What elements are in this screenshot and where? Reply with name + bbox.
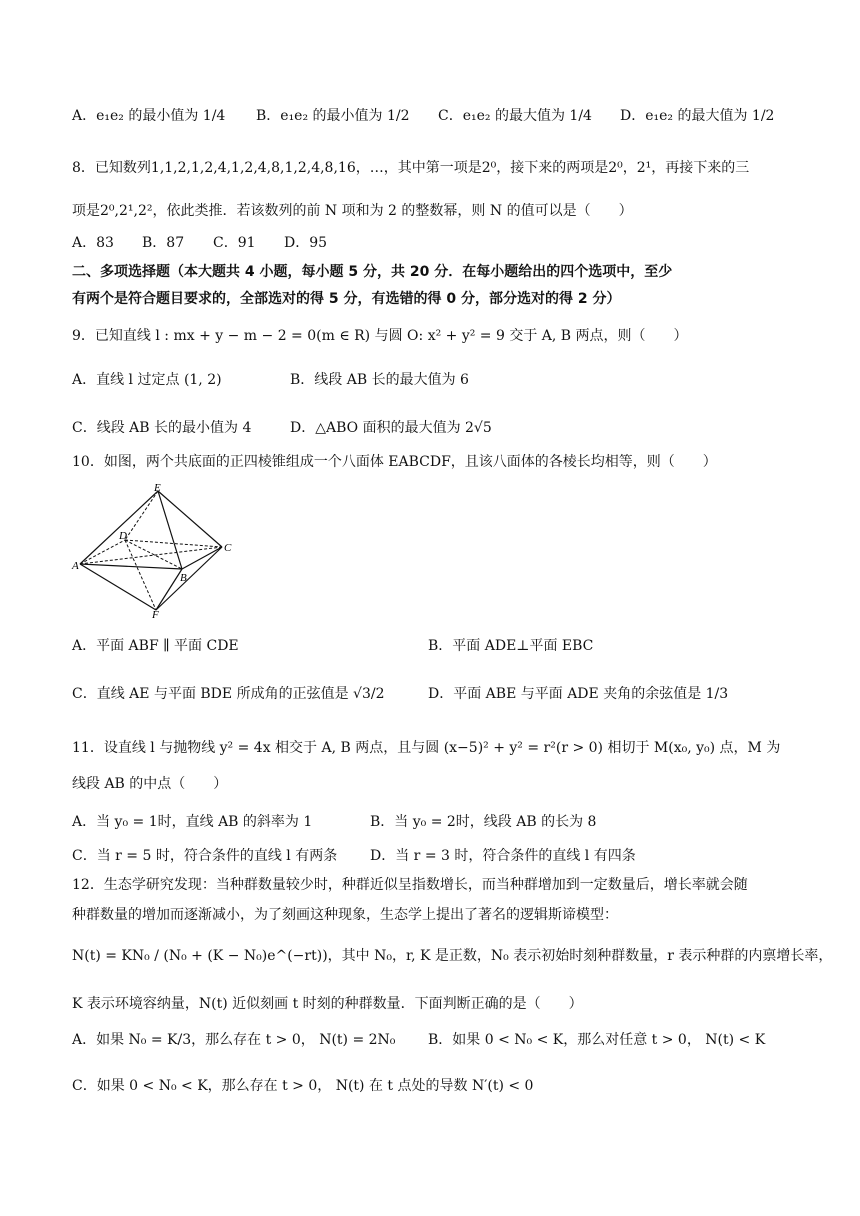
q11-stem-line1: 11．设直线 l 与抛物线 y² = 4x 相交于 A, B 两点，且与圆 (x−5)² + y² = r²(r > 0) 相切于 M(x₀, y₀) 点，M 为	[72, 740, 781, 756]
q10-option-d: D．平面 ABE 与平面 ADE 夹角的余弦值是 1/3	[428, 686, 729, 702]
q11-stem-line2: 线段 AB 的中点（ ）	[72, 776, 228, 792]
q8-option-c: C．91	[213, 235, 256, 251]
q11-option-b: B．当 y₀ = 2时，线段 AB 的长为 8	[370, 814, 597, 830]
section2-header-line2: 有两个是符合题目要求的，全部选对的得 5 分，有选错的得 0 分，部分选对的得 2 分）	[72, 291, 621, 307]
q11-option-c: C．当 r = 5 时，符合条件的直线 l 有两条	[72, 848, 338, 864]
q9-option-d: D．△ABO 面积的最大值为 2√5	[290, 420, 492, 436]
label-a: A	[72, 560, 79, 572]
q10-option-c: C．直线 AE 与平面 BDE 所成角的正弦值是 √3/2	[72, 686, 385, 702]
q9-option-c: C．线段 AB 长的最小值为 4	[72, 420, 252, 436]
q11-option-a: A．当 y₀ = 1时，直线 AB 的斜率为 1	[72, 814, 313, 830]
q9-option-b: B．线段 AB 长的最大值为 6	[290, 372, 469, 388]
q7-option-b: B．e₁e₂ 的最小值为 1/2	[256, 108, 410, 124]
octahedron-figure	[70, 483, 240, 618]
q11-option-d: D．当 r = 3 时，符合条件的直线 l 有四条	[370, 848, 636, 864]
q8-stem-line2: 项是2⁰,2¹,2²，依此类推．若该数列的前 N 项和为 2 的整数幂，则 N 的值可以是（ ）	[72, 203, 633, 219]
q12-formula-line: N(t) = KN₀ / (N₀ + (K − N₀)e^(−rt))，其中 N₀，r, K 是正数，N₀ 表示初始时刻种群数量，r 表示种群的内禀增长率，	[72, 948, 833, 964]
label-c: C	[224, 542, 232, 554]
q8-option-d: D．95	[284, 235, 328, 251]
q12-stem-line2: 种群数量的增加而逐渐减小，为了刻画这种现象，生态学上提出了著名的逻辑斯谛模型：	[72, 907, 618, 923]
label-d: D	[119, 530, 127, 542]
q10-option-b: B．平面 ADE⊥平面 EBC	[428, 638, 594, 654]
q8-option-a: A．83	[72, 235, 114, 251]
q10-stem: 10．如图，两个共底面的正四棱锥组成一个八面体 EABCDF，且该八面体的各棱长均相等，则（ ）	[72, 454, 717, 470]
q7-option-c: C．e₁e₂ 的最大值为 1/4	[438, 108, 592, 124]
label-f: F	[152, 609, 159, 618]
label-b: B	[180, 572, 187, 584]
label-e: E	[154, 483, 161, 494]
q10-option-a: A．平面 ABF ∥ 平面 CDE	[72, 638, 239, 654]
q9-option-a: A．直线 l 过定点 (1, 2)	[72, 372, 222, 388]
q12-option-c: C．如果 0 < N₀ < K，那么存在 t > 0， N(t) 在 t 点处的导数 N′(t) < 0	[72, 1078, 534, 1094]
q12-option-a: A．如果 N₀ = K/3，那么存在 t > 0， N(t) = 2N₀	[72, 1032, 396, 1048]
q7-option-a: A．e₁e₂ 的最小值为 1/4	[72, 108, 226, 124]
q8-stem-line1: 8．已知数列1,1,2,1,2,4,1,2,4,8,1,2,4,8,16，…，其中第一项是2⁰，接下来的两项是2⁰，2¹，再接下来的三	[72, 160, 750, 176]
section2-header-line1: 二、多项选择题（本大题共 4 小题，每小题 5 分，共 20 分．在每小题给出的四个选项中，至少	[72, 264, 673, 280]
q12-stem-line1: 12．生态学研究发现：当种群数量较少时，种群近似呈指数增长，而当种群增加到一定数量后，增长率就会随	[72, 877, 748, 893]
q8-option-b: B．87	[142, 235, 185, 251]
q7-option-d: D．e₁e₂ 的最大值为 1/2	[620, 108, 775, 124]
q12-option-b: B．如果 0 < N₀ < K，那么对任意 t > 0， N(t) < K	[428, 1032, 766, 1048]
q9-stem: 9．已知直线 l : mx + y − m − 2 = 0(m ∈ R) 与圆 O: x² + y² = 9 交于 A, B 两点，则（ ）	[72, 328, 688, 344]
q12-stem-line4: K 表示环境容纳量，N(t) 近似刻画 t 时刻的种群数量．下面判断正确的是（ ）	[72, 996, 583, 1012]
